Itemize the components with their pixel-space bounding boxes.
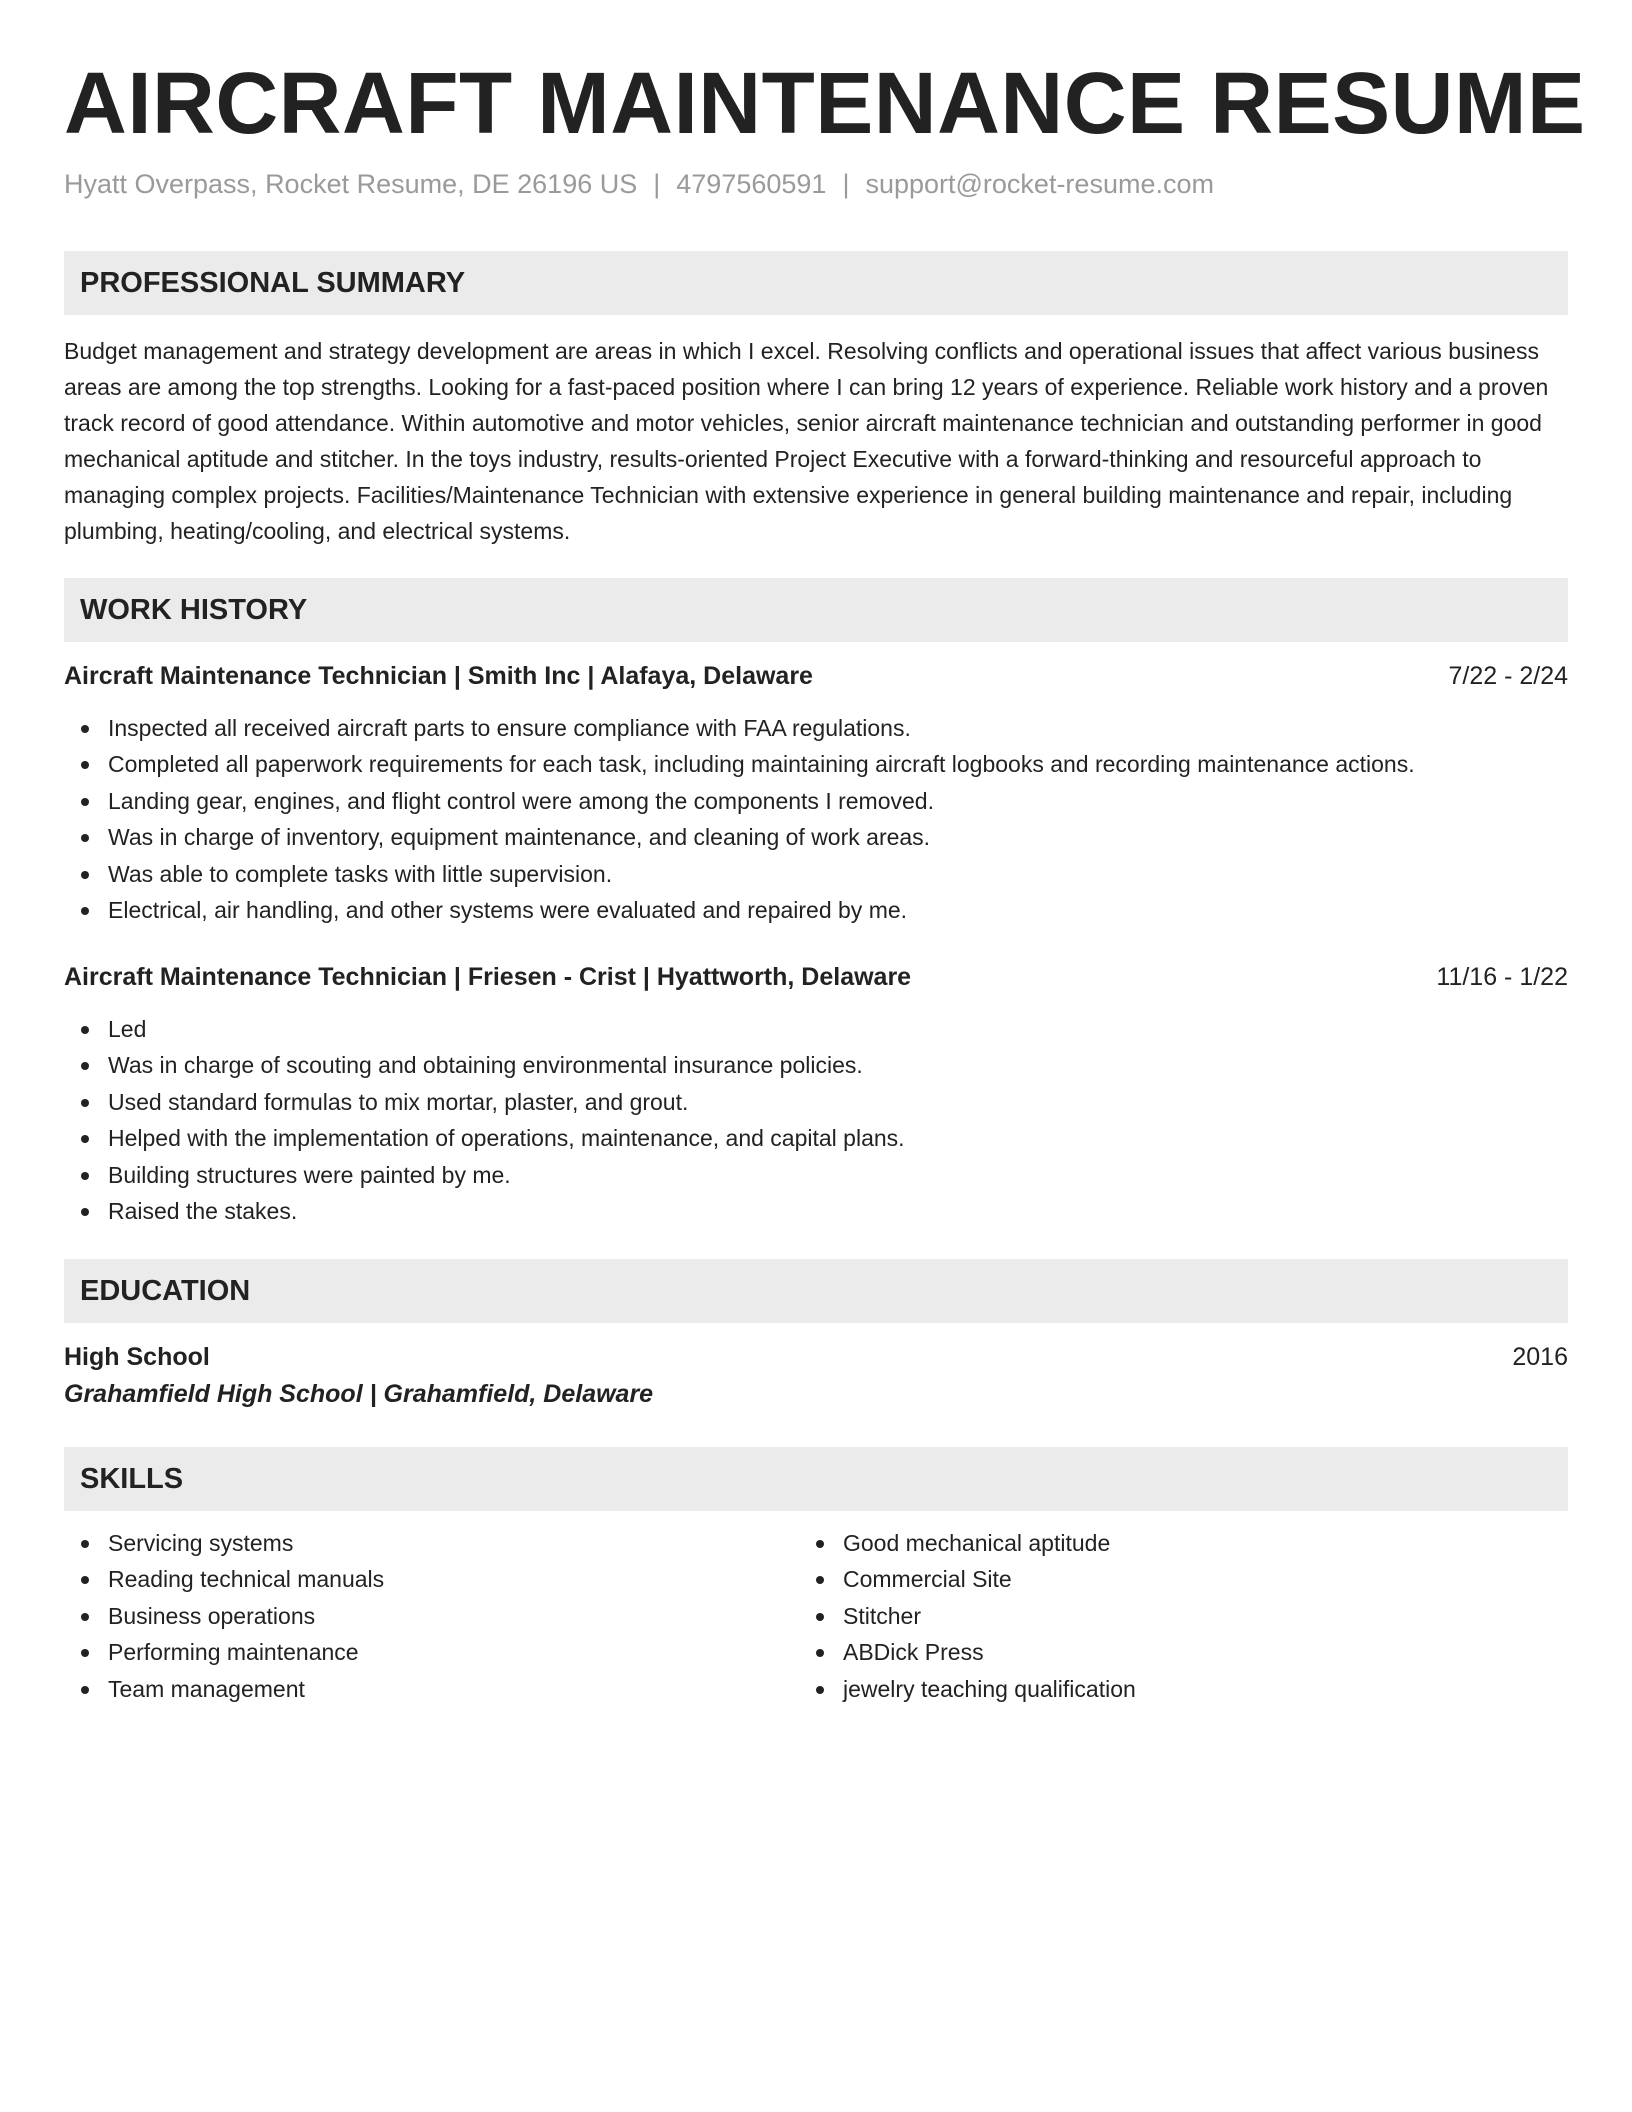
skill-item: Good mechanical aptitude <box>799 1525 1136 1561</box>
list-item: Was in charge of inventory, equipment maintenance, and cleaning of work areas. <box>64 819 1415 855</box>
skill-item: Servicing systems <box>64 1525 384 1561</box>
skill-item: Stitcher <box>799 1598 1136 1634</box>
list-item: Used standard formulas to mix mortar, plaster, and grout. <box>64 1084 905 1120</box>
list-item: Led <box>64 1011 905 1047</box>
education-year: 2016 <box>1512 1343 1568 1371</box>
job-title: Aircraft Maintenance Technician | Friesen - Crist | Hyattworth, Delaware <box>64 963 912 991</box>
list-item: Electrical, air handling, and other systems were evaluated and repaired by me. <box>64 892 1415 928</box>
skill-item: Performing maintenance <box>64 1634 384 1670</box>
resume-title: AIRCRAFT MAINTENANCE RESUME <box>64 55 1586 152</box>
skill-item: Commercial Site <box>799 1561 1136 1597</box>
education-header <box>64 1339 1568 1375</box>
skill-item: Business operations <box>64 1598 384 1634</box>
contact-separator: | <box>842 169 850 199</box>
section-header-skills <box>64 1447 1568 1511</box>
section-title-skills: SKILLS <box>80 1463 184 1495</box>
job-dates: 7/22 - 2/24 <box>1448 662 1568 690</box>
list-item: Helped with the implementation of operations, maintenance, and capital plans. <box>64 1120 905 1156</box>
list-item: Was able to complete tasks with little supervision. <box>64 856 1415 892</box>
skills-list-left <box>64 1525 384 1707</box>
list-item: Was in charge of scouting and obtaining environmental insurance policies. <box>64 1047 905 1083</box>
contact-email: support@rocket-resume.com <box>865 169 1214 199</box>
job-header <box>64 959 1568 995</box>
skill-item: jewelry teaching qualification <box>799 1671 1136 1707</box>
job-header <box>64 658 1568 694</box>
section-header-work <box>64 578 1568 642</box>
section-title-work: WORK HISTORY <box>80 594 308 626</box>
list-item: Building structures were painted by me. <box>64 1157 905 1193</box>
list-item: Landing gear, engines, and flight control were among the components I removed. <box>64 783 1415 819</box>
education-degree: High School <box>64 1343 210 1371</box>
contact-phone: 4797560591 <box>676 169 827 199</box>
summary-text: Budget management and strategy development are areas in which I excel. Resolving conflicts and operational issues that affect various business areas are among the top strengths. Looking for a fast-paced position where I can bring 12 years of experience. Reliable work history and a proven track record of good attendance. Within automotive and motor vehicles, senior aircraft maintenance technician and outstanding performer in good mechanical aptitude and stitcher. In the toys industry, results-oriented Project Executive with a forward-thinking and resourceful approach to managing complex projects. Facilities/Maintenance Technician with extensive experience in general building maintenance and repair, including plumbing, heating/cooling, and electrical systems. <box>64 338 1549 544</box>
list-item: Completed all paperwork requirements for each task, including maintaining aircraft logbooks and recording maintenance actions. <box>64 746 1415 782</box>
skill-item: ABDick Press <box>799 1634 1136 1670</box>
skill-item: Reading technical manuals <box>64 1561 384 1597</box>
job-dates: 11/16 - 1/22 <box>1436 963 1568 991</box>
contact-line <box>64 166 1214 202</box>
section-header-education <box>64 1259 1568 1323</box>
contact-separator: | <box>653 169 661 199</box>
section-title-summary: PROFESSIONAL SUMMARY <box>80 267 466 299</box>
skill-item: Team management <box>64 1671 384 1707</box>
education-school: Grahamfield High School | Grahamfield, Delaware <box>64 1380 654 1408</box>
list-item: Inspected all received aircraft parts to ensure compliance with FAA regulations. <box>64 710 1415 746</box>
list-item: Raised the stakes. <box>64 1193 905 1229</box>
job-duties-list <box>64 1011 905 1229</box>
section-header-summary <box>64 251 1568 315</box>
contact-address: Hyatt Overpass, Rocket Resume, DE 26196 US <box>64 169 638 199</box>
job-duties-list <box>64 710 1415 928</box>
skills-list-right <box>799 1525 1136 1707</box>
job-title: Aircraft Maintenance Technician | Smith Inc | Alafaya, Delaware <box>64 662 813 690</box>
section-title-education: EDUCATION <box>80 1275 251 1307</box>
